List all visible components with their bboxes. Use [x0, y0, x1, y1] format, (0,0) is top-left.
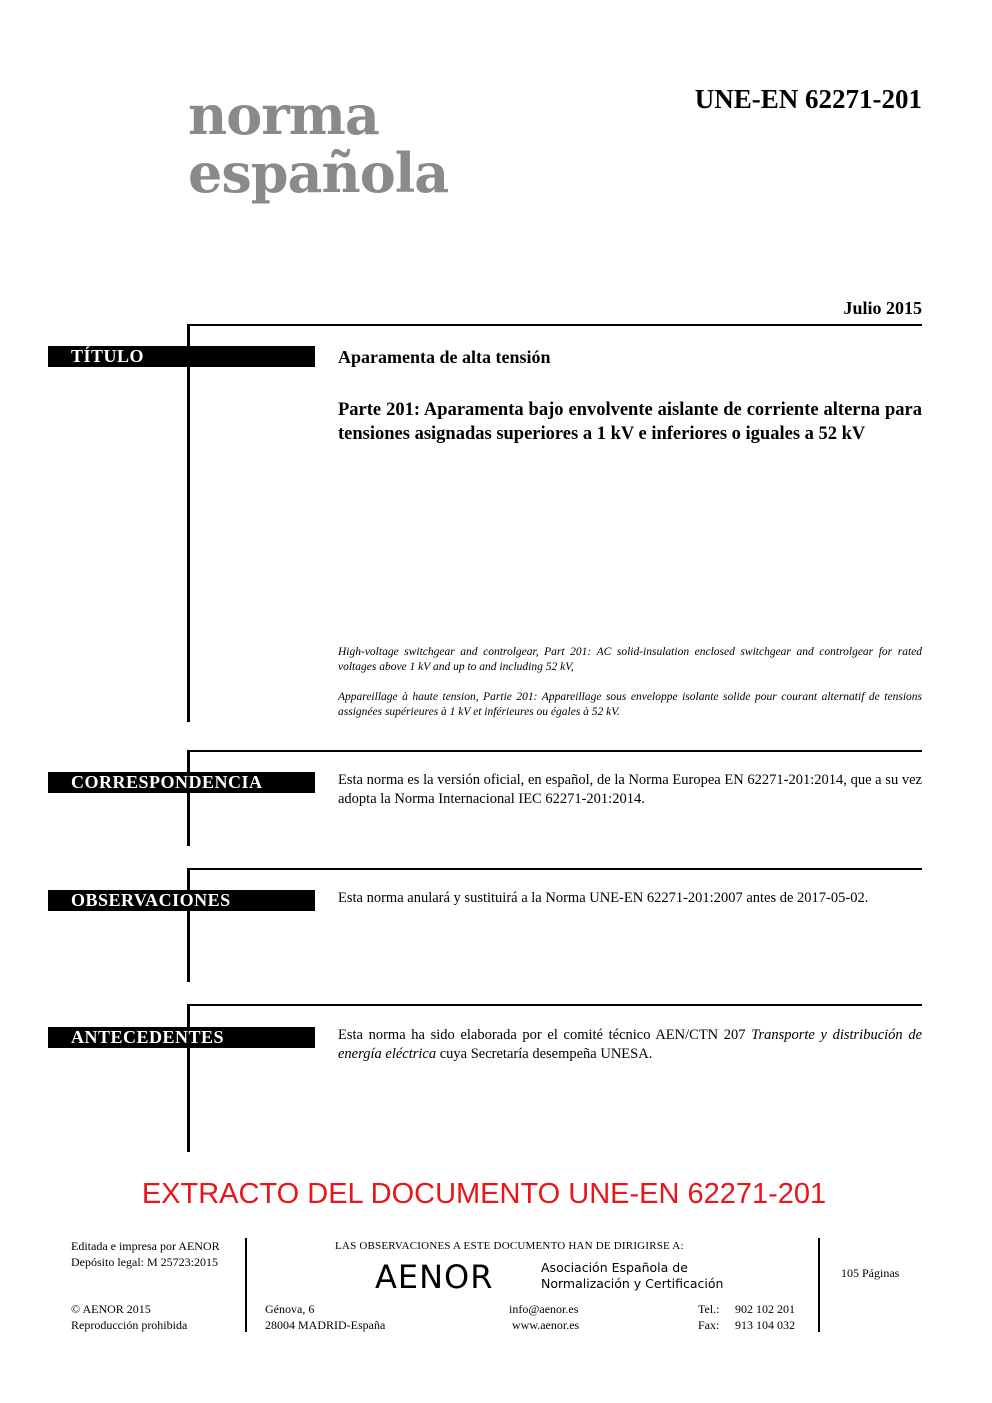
footer-website[interactable]: www.aenor.es — [512, 1318, 580, 1332]
title-part: Parte 201: Aparamenta bajo envolvente aislante de corriente alterna para tensiones asignadas superiores a 1 kV e inferiores o iguales a 52 kV — [338, 400, 922, 444]
aenor-logo: AENOR — [375, 1258, 494, 1296]
label-titulo: TÍTULO — [48, 346, 315, 367]
footer-address-line2: 28004 MADRID-España — [265, 1318, 386, 1332]
label-correspondencia: CORRESPONDENCIA — [48, 772, 315, 793]
antecedentes-text-after: cuya Secretaría desempeña UNESA. — [436, 1046, 653, 1062]
footer-rule-right — [818, 1238, 820, 1332]
brand-espanola: española — [188, 141, 449, 205]
extract-notice: EXTRACTO DEL DOCUMENTO UNE-EN 62271-201 — [141, 1178, 827, 1210]
section-divider — [188, 324, 922, 326]
footer-edited-by: Editada e impresa por AENOR — [71, 1239, 220, 1253]
footer-fax-label: Fax: — [698, 1318, 720, 1332]
publication-date: Julio 2015 — [843, 298, 922, 318]
title-english: High-voltage switchgear and controlgear, Part 201: AC solid-insulation enclosed switchgear and controlgear for rated voltages above 1 kV and up to and including 52 kV, — [338, 646, 922, 673]
footer-tel-label: Tel.: — [698, 1302, 720, 1316]
aenor-org-line1: Asociación Española de — [541, 1260, 688, 1275]
section-rule — [187, 324, 190, 722]
footer-tel-value: 902 102 201 — [735, 1302, 795, 1316]
title-french: Appareillage à haute tension, Partie 201: Appareillage sous enveloppe isolante solide pour courant alternatif de tensions assignées supérieures à 1 kV et inférieures ou égales à 52 kV. — [338, 691, 922, 718]
footer-rule-left — [245, 1238, 247, 1332]
aenor-org-line2: Normalización y Certificación — [541, 1276, 724, 1291]
aenor-org-name — [541, 1260, 723, 1292]
footer-address-line1: Génova, 6 — [265, 1302, 315, 1316]
section-divider — [188, 1004, 922, 1006]
footer-reproduction: Reproducción prohibida — [71, 1318, 188, 1332]
label-observaciones: OBSERVACIONES — [48, 890, 315, 911]
footer-email[interactable]: info@aenor.es — [509, 1302, 579, 1316]
footer-page-count: 105 Páginas — [841, 1266, 900, 1280]
standard-code: UNE-EN 62271-201 — [694, 84, 922, 114]
antecedentes-committee-title: Transporte y distribución de energía eléctrica — [338, 1027, 922, 1062]
antecedentes-text — [338, 1026, 922, 1064]
section-divider — [188, 868, 922, 870]
footer-fax-value: 913 104 032 — [735, 1318, 795, 1332]
title-main: Aparamenta de alta tensión — [338, 347, 551, 367]
correspondencia-text: Esta norma es la versión oficial, en español, de la Norma Europea EN 62271-201:2014, que a su vez adopta la Norma Internacional IEC 62271-201:2014. — [338, 772, 922, 807]
section-divider — [188, 750, 922, 752]
section-rule — [187, 750, 190, 846]
footer-legal-deposit: Depósito legal: M 25723:2015 — [71, 1255, 218, 1269]
antecedentes-text-before: Esta norma ha sido elaborada por el comité técnico AEN/CTN 207 — [338, 1027, 752, 1043]
label-antecedentes: ANTECEDENTES — [48, 1027, 315, 1048]
footer-copyright: © AENOR 2015 — [71, 1302, 151, 1316]
observaciones-text: Esta norma anulará y sustituirá a la Norma UNE-EN 62271-201:2007 antes de 2017-05-02. — [338, 890, 869, 906]
brand-norma: norma — [188, 83, 379, 147]
footer-observations-heading: LAS OBSERVACIONES A ESTE DOCUMENTO HAN DE DIRIGIRSE A: — [335, 1240, 684, 1252]
section-rule — [187, 868, 190, 982]
